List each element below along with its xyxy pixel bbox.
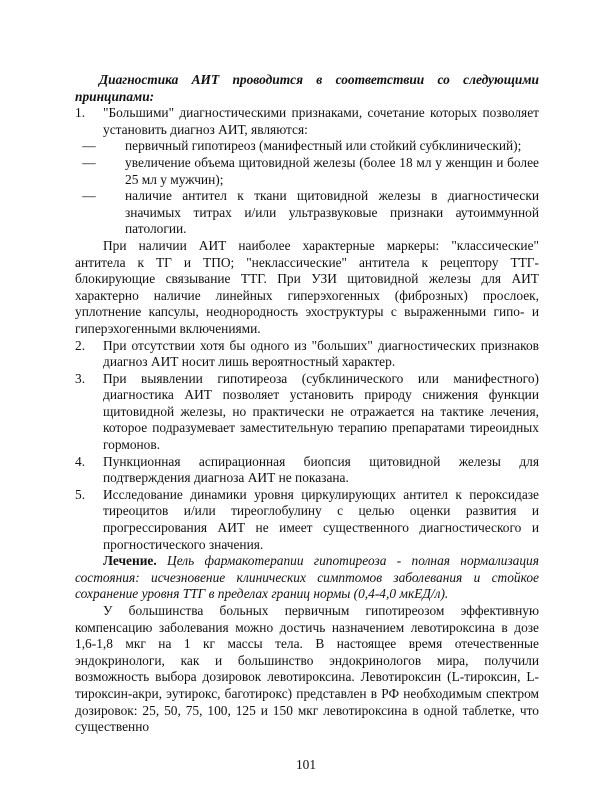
dash-bullet: — (82, 188, 96, 204)
list-item-3 (75, 371, 539, 454)
list-item-text: Пункционная аспирационная биопсия щитовидной железы для подтверждения диагноза АИТ не показана. (103, 453, 539, 486)
list-item-2 (75, 338, 539, 371)
list-item-text: При выявлении гипотиреоза (субклинического или манифестного) диагностика АИТ позволяет установить природу снижения функции щитовидной железы, но практически не отражается на тактике лечения, которое подразумевает заместительную терапию препаратами тиреоидных гормонов. (103, 370, 539, 453)
list-item-text: Исследование динамики уровня циркулирующих антител к пероксидазе тиреоцитов и/или тиреоглобулину с целью оценки развития и прогрессирования АИТ не имеет существенного диагностического и прогностического значения. (103, 486, 539, 552)
list-item-5 (75, 487, 539, 553)
dash-bullet: — (82, 138, 96, 154)
markers-paragraph: При наличии АИТ наиболее характерные маркеры: "классические" антитела к ТГ и ТПО; "неклассические" антитела к рецептору ТТГ- блокирующие связывание ТТГ. При УЗИ щитовидной железы для АИТ характерно наличие линейных гиперэхогенных (фиброзных) прослоек, уплотнение капсулы, неоднородность эхоструктуры с выраженными гипо- и гиперэхогенными включениями. (75, 237, 539, 336)
dash-bullet: — (82, 154, 96, 170)
sub-item-text: увеличение объема щитовидной железы (более 18 мл у женщин и более 25 мл у мужчин); (125, 154, 539, 187)
page-number: 101 (295, 757, 317, 772)
list-item-4 (75, 454, 539, 487)
sub-item-1 (75, 138, 539, 155)
treatment-label: Лечение. (103, 553, 157, 569)
section-heading: Диагностика АИТ проводится в соответствии со следующими принципами: (75, 72, 539, 104)
list-item-text: "Большими" диагностическими признаками, сочетание которых позволяет установить диагноз АИТ, являются: (103, 105, 539, 137)
list-number: 2. (75, 337, 86, 353)
list-number: 3. (75, 370, 86, 386)
list-number: 1. (75, 105, 86, 121)
treatment-goal: Цель фармакотерапии гипотиреоза - полная нормализация состояния: исчезновение клинических симптомов заболевания и стойкое сохранение уровня ТТГ в пределах границ нормы (0,4-4,0 мкЕД/л). (75, 553, 539, 602)
document-page (75, 72, 539, 736)
list-number: 5. (75, 486, 86, 502)
list-item-1 (75, 105, 539, 138)
list-number: 4. (75, 453, 86, 469)
sub-item-text: первичный гипотиреоз (манифестный или стойкий субклинический); (125, 138, 522, 154)
treatment-paragraph (75, 553, 539, 603)
sub-item-3 (75, 188, 539, 238)
sub-item-text: наличие антител к ткани щитовидной железы в диагностически значимых титрах и/или ультразвуковые признаки аутоиммунной патологии. (125, 188, 539, 237)
list-item-text: При отсутствии хотя бы одного из "больших" диагностических признаков диагноз АИТ носит лишь вероятностный характер. (103, 337, 539, 370)
sub-item-2 (75, 155, 539, 188)
closing-paragraph: У большинства больных первичным гипотиреозом эффективную компенсацию заболевания можно достичь назначением левотироксина в дозе 1,6-1,8 мкг на 1 кг массы тела. В настоящее время отечественные эндокринологи, как и большинство эндокринологов мира, получили возможность выбора дозировок левотироксина. Левотироксин (L-тироксин, L-тироксин-акри, эутирокс, баготирокс) представлен в РФ необходимым спектром дозировок: 25, 50, 75, 100, 125 и 150 мкг левотироксина в одной таблетке, что существенно (75, 603, 539, 735)
